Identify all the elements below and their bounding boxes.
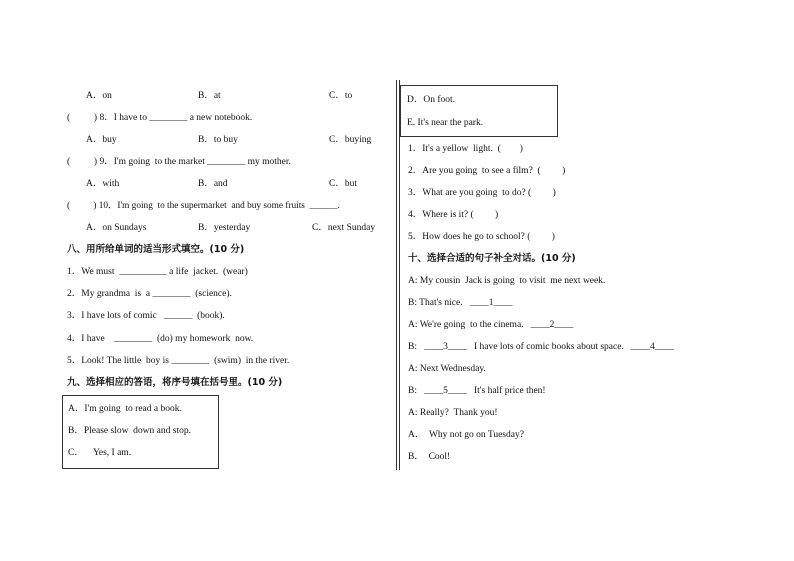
sec9-item-4: 4．Where is it? ( ) — [408, 210, 499, 220]
dialogue-line-4: B: ____3____ I have lots of comic books about space. ____4____ — [408, 342, 674, 352]
question-10: ( ) 10．I'm going to the supermarket and buy some fruits ______. — [67, 201, 340, 211]
q7-option-b: B．at — [198, 91, 221, 101]
q10-option-c: C．next Sunday — [312, 223, 376, 233]
option-a: A． Why not go on Tuesday? — [408, 430, 524, 440]
column-divider — [396, 80, 397, 470]
sec9-item-3: 3．What are you going to do? ( ) — [408, 188, 556, 198]
sec8-item-1: 1．We must __________ a life jacket. (wear) — [67, 267, 248, 277]
answer-option-b: B．Please slow down and stop. — [68, 426, 191, 436]
sec8-item-5: 5．Look! The little boy is ________ (swim) in the river. — [67, 356, 290, 366]
option-b: B． Cool! — [408, 452, 451, 462]
question-8: ( ) 8．I have to ________ a new notebook. — [67, 113, 253, 123]
q9-option-c: C．but — [329, 179, 357, 189]
q8-option-a: A．buy — [86, 135, 117, 145]
sec9-item-2: 2．Are you going to see a film? ( ) — [408, 166, 566, 176]
q9-option-b: B．and — [198, 179, 228, 189]
question-9: ( ) 9．I'm going to the market ________ my mother. — [67, 157, 291, 167]
q10-option-a: A．on Sundays — [86, 223, 147, 233]
q8-option-b: B．to buy — [198, 135, 238, 145]
answer-options-box-right — [400, 85, 558, 137]
section-8-title: 八、用所给单词的适当形式填空。(10 分) — [67, 244, 245, 255]
answer-option-e: E. It's near the park. — [407, 118, 484, 128]
q7-option-a: A．on — [86, 91, 112, 101]
sec9-item-5: 5．How does he go to school? ( ) — [408, 232, 555, 242]
dialogue-line-2: B: That's nice. ____1____ — [408, 298, 513, 308]
dialogue-line-5: A: Next Wednesday. — [408, 364, 486, 374]
dialogue-line-6: B: ____5____ It's half price then! — [408, 386, 546, 396]
dialogue-line-3: A: We're going to the cinema. ____2____ — [408, 320, 574, 330]
section-9-title: 九、选择相应的答语，将序号填在括号里。(10 分) — [67, 377, 283, 388]
dialogue-line-1: A: My cousin Jack is going to visit me next week. — [408, 276, 606, 286]
q9-option-a: A．with — [86, 179, 120, 189]
answer-option-c: C． Yes, I am. — [68, 448, 132, 458]
answer-option-d: D．On foot. — [407, 95, 456, 105]
column-divider-2 — [399, 80, 400, 470]
q8-option-c: C．buying — [329, 135, 372, 145]
sec8-item-2: 2．My grandma is a ________ (science). — [67, 289, 232, 299]
q10-option-b: B．yesterday — [198, 223, 251, 233]
sec8-item-3: 3．I have lots of comic ______ (book). — [67, 311, 225, 321]
answer-option-a: A．I'm going to read a book. — [68, 404, 182, 414]
q7-option-c: C．to — [329, 91, 353, 101]
sec9-item-1: 1．It's a yellow light. ( ) — [408, 144, 523, 154]
section-10-title: 十、选择合适的句子补全对话。(10 分) — [408, 253, 576, 264]
sec8-item-4: 4．I have ________ (do) my homework now. — [67, 334, 254, 344]
dialogue-line-7: A: Really? Thank you! — [408, 408, 498, 418]
